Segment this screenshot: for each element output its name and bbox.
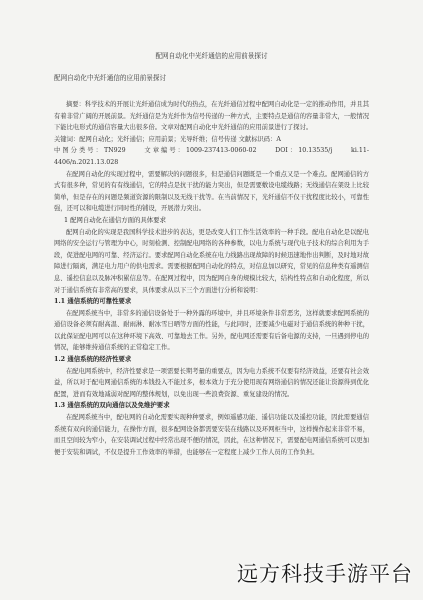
subsection-heading: 1.1 通信系统的可靠性要求 <box>54 297 132 306</box>
subsection-paragraph: 在配网系统当中，配电网的自动化需要实现种种要求，例如遥感功能、遥信功能以及遥控功能，因此需要通信系统有双向的通信能力，在操作方面，很多配网设备都需要安装在线路以及环网柜当中，这样操作起来非常不易，而且空间较为窄小，在安装调试过程中经常出现不便的情况，因此，在这种情况下，需要配电网通信系统可以更加便于安装和调试，不仅是提升工作效率的举措，也能够在一定程度上减少工作人员的工作负担。 <box>54 414 369 456</box>
abstract-paragraph: 摘要：科学技术的开展让光纤通信成为时代的热点，在光纤通信过程中配网自动化是一定的推动作用，并且其有着非常广阔的开展前景。光纤通信是为光纤作为信号传递的一种方式，主要特点是通信的容量非常大，一般情况下能比电形式的通信容量大出很多倍。文章对配网自动化中光纤通信的应用前景进行了探讨。 <box>54 101 369 132</box>
section-heading: 1 配网自动化在通信方面的具体要求 <box>64 215 166 224</box>
subsection-paragraph: 在配网系统当中，非常多的通信设备处于一种外露的环境中，并且环境条件非常恶劣，这样就要求配网系统的通信设备必须有耐高温、耐雨淋、耐冰雪日晒等方面的性能，与此同时，还要减少电磁对于通信系统的种种干扰，以此保证配电网可以在这种环境下高效、可靠地去工作。另外，配电网还需要有后备电源的支持，一旦遇到停电的情况，能够维持通信系统的正常稳定工作。 <box>54 309 369 352</box>
subsection-paragraph: 在配电网系统中，经济性要求是一项需要长期考量的重要点，因为电力系统不仅要有经济效益，还要有社会效益，所以对于配电网通信系统的本钱投入不能过多，根本效力于充分使用现有网络通信的情况还能让资源得到优化配置，进而有效地减弱对配网的整体规划，以免出现一些浪费资源、重复建设的情况。 <box>54 367 369 398</box>
site-watermark: 远方科技手游平台 <box>237 562 413 586</box>
keywords-line: 关键词：配网自动化；光纤通信；应用前景；光导纤维；信号传递 文献标识码：A <box>54 135 281 143</box>
intro-paragraph: 在配网自动化的实现过程中，需要解决的问题很多，但是通信问题既是一个重点又是一个难点。配网通信的方式有很多种，常见的有有线通信，它的特点是抗干扰的能力突出，但是需要敷设电缆线路；无线通信在架设上比较简单，但是存在的问题是频道资源的限制以及无线干扰等。在当前情况下，光纤通信不仅干扰程度比较小，可靠性强，还可以和电缆进行同时性的铺设，开展潜力突出。 <box>54 170 369 213</box>
document-subtitle: 配网自动化中光纤通信的应用前景探讨 <box>54 74 167 82</box>
document-title: 配网自动化中光纤通信的应用前景探讨 <box>155 52 268 60</box>
classification-line: 中图分类号：TN929 文章编号：1009-237413-0060-02 DOI：10.13535/j ki.11-4406/n.2021.13.028 <box>54 147 369 166</box>
section-paragraph: 配网自动化的实现是我国科学技术进步的表达，更是改变人们工作生活效率的一种手段。配电自动化是以配电网络的安全运行与管理为中心，时刻检测、控制配电网络的各种参数，以电力系统与现代电子技术的综合利用为手段，促进配电网的可靠、经济运行。要求配网自动化系统在电力线路出现故障的时候迅速地作出判断，及时地对故障进行隔离，满足电力用户的供电需求。需要根据配网自动化的特点，对信息加以研究，常见的信息种类有遥测信息、遥控信息以及脉冲积累信息等。在配网过程中，因为配网自身的规模比较大，结构性特点和自动化程度，所以对于通信系统有非常高的要求，具体要求从以下三个方面进行分析和说明： <box>54 228 369 294</box>
subsection-heading: 1.2 通信系统的经济性要求 <box>54 355 132 364</box>
subsection-heading: 1.3 通信系统的双向通信以及免维护要求 <box>54 401 170 410</box>
